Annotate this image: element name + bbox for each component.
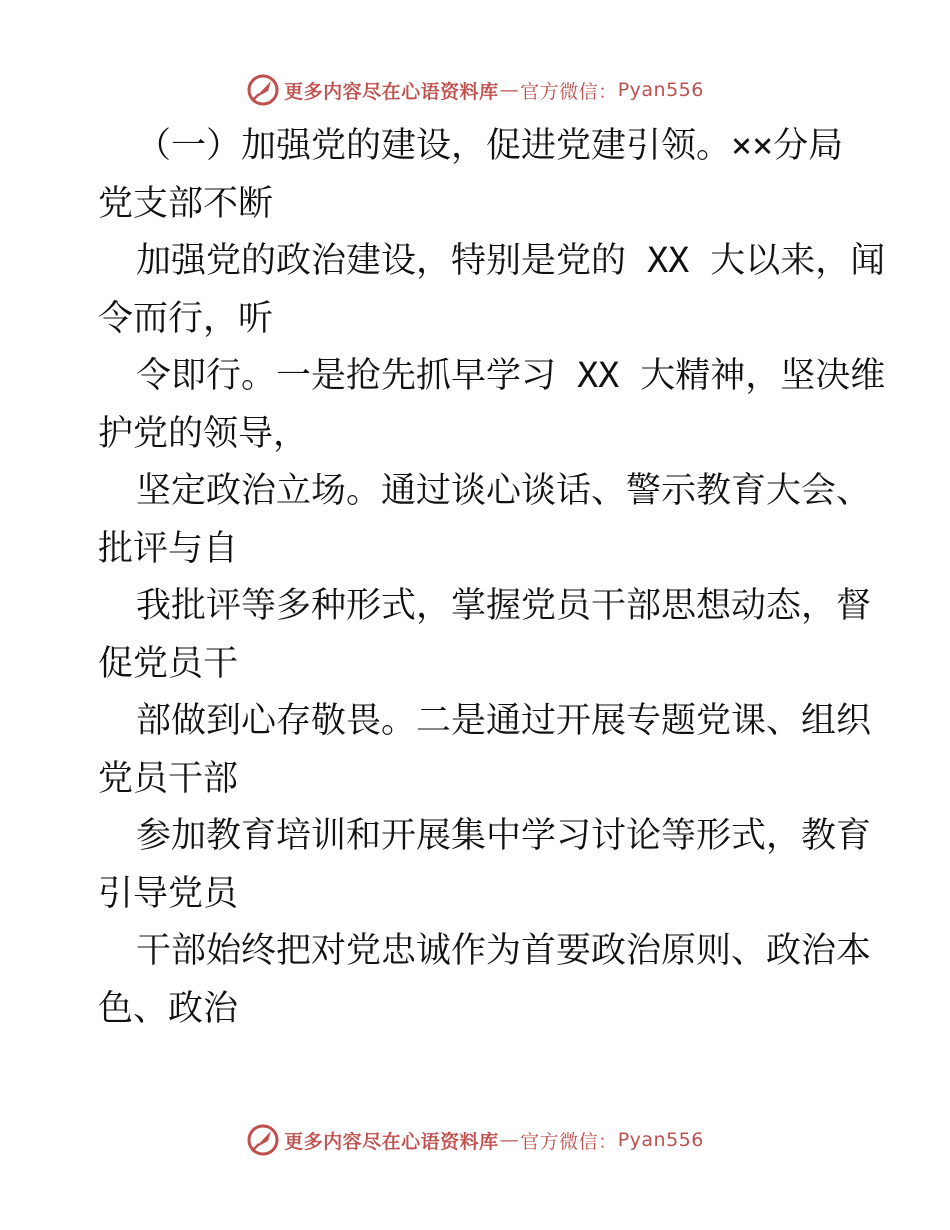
text-line: 党支部不断: [98, 183, 274, 224]
text-line: 我批评等多种形式，掌握党员干部思想动态，督: [136, 586, 872, 626]
footer-watermark: [0, 1120, 950, 1160]
text-line: 参加教育培训和开展集中学习讨论等形式，教育: [136, 816, 872, 856]
text-line: 干部始终把对党忠诚作为首要政治原则、政治本: [136, 931, 872, 971]
watermark-wechat-label: 官方微信：: [520, 1130, 618, 1153]
text-line: 色、政治: [98, 988, 239, 1029]
watermark-wechat-id: Pyan556: [617, 1129, 704, 1151]
text-line: （一）加强党的建设，促进党建引领。××分局: [136, 126, 844, 166]
watermark-wechat-id: Pyan556: [617, 79, 704, 101]
text-line: 护党的领导，: [98, 413, 309, 454]
text-line: 部做到心存敬畏。二是通过开展专题党课、组织: [136, 701, 872, 741]
text-line: 坚定政治立场。通过谈心谈话、警示教育大会、: [136, 471, 872, 511]
text-line: 加强党的政治建设，特别是党的 XX 大以来，闻: [136, 241, 886, 281]
document-body: [98, 118, 886, 1038]
watermark-wechat-label: 官方微信：: [520, 80, 618, 103]
watermark-site-text: 更多内容尽在心语资料库: [284, 80, 499, 103]
text-line: 令而行，听: [98, 298, 274, 339]
watermark-site-text: 更多内容尽在心语资料库: [284, 1130, 499, 1153]
text-line: 促党员干: [98, 643, 239, 684]
watermark-separator: —: [499, 79, 520, 101]
text-line: 批评与自: [98, 528, 239, 569]
header-watermark: [0, 70, 950, 110]
text-line: 引导党员: [98, 873, 239, 914]
text-line: 党员干部: [98, 758, 239, 799]
watermark-separator: —: [499, 1129, 520, 1151]
quill-logo-icon: [246, 1123, 280, 1157]
quill-logo-icon: [246, 73, 280, 107]
text-line: 令即行。一是抢先抓早学习 XX 大精神，坚决维: [136, 356, 886, 396]
